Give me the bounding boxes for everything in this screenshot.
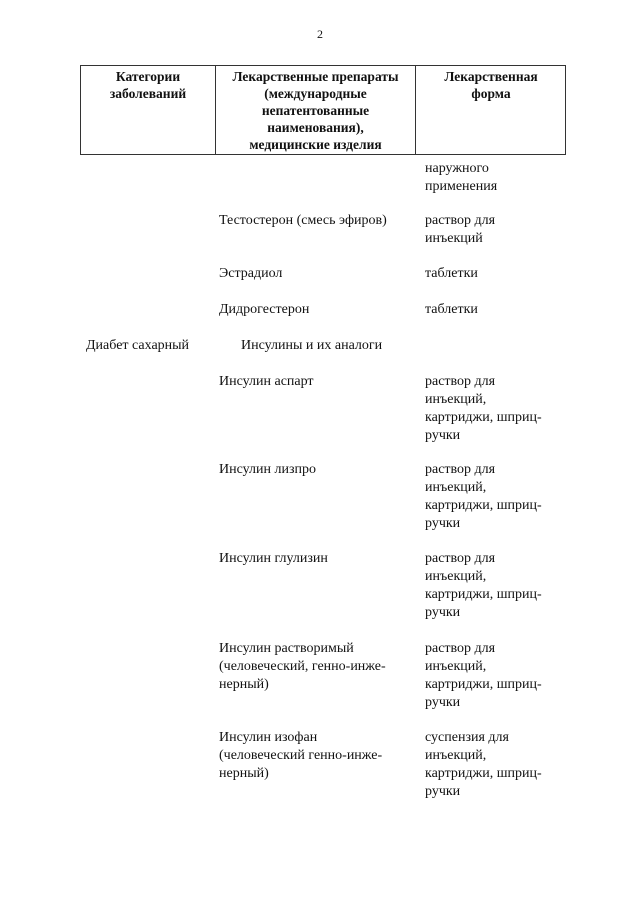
header-line: Категории bbox=[115, 69, 181, 84]
form-cell bbox=[425, 265, 478, 283]
drug-line: Инсулин изофан bbox=[219, 730, 318, 745]
form-cell bbox=[425, 729, 542, 801]
form-cell bbox=[425, 373, 542, 445]
form-cell bbox=[425, 301, 478, 319]
drug-cell bbox=[219, 373, 314, 391]
form-line: инъекций bbox=[425, 231, 483, 246]
form-line: раствор для bbox=[425, 641, 496, 656]
form-line: раствор для bbox=[425, 374, 496, 389]
drug-line: (человеческий, генно-инже- bbox=[219, 659, 386, 674]
drug-cell bbox=[219, 265, 282, 283]
form-line: применения bbox=[425, 179, 498, 194]
drug-line: нерный) bbox=[219, 677, 269, 692]
drug-line: Инсулин аспарт bbox=[219, 374, 314, 389]
table-header bbox=[80, 65, 566, 155]
header-form bbox=[416, 68, 566, 102]
drug-line: Инсулин растворимый bbox=[219, 641, 354, 656]
form-line: картриджи, шприц- bbox=[425, 677, 542, 692]
form-line: инъекций, bbox=[425, 748, 487, 763]
header-line: Лекарственные препараты bbox=[232, 69, 399, 84]
page-number: 2 bbox=[317, 27, 323, 41]
drug-line: Инсулины и их аналоги bbox=[241, 338, 383, 353]
header-line: медицинские изделия bbox=[249, 137, 382, 152]
form-cell bbox=[425, 212, 495, 248]
form-line: инъекций, bbox=[425, 480, 487, 495]
form-line: раствор для bbox=[425, 551, 496, 566]
drug-line: Эстрадиол bbox=[219, 266, 283, 281]
header-line: непатентованные bbox=[261, 103, 370, 118]
drug-cell bbox=[219, 729, 382, 783]
form-line: инъекций, bbox=[425, 569, 487, 584]
header-category bbox=[81, 68, 215, 102]
form-line: ручки bbox=[425, 605, 461, 620]
form-cell bbox=[425, 640, 542, 712]
drug-group-cell bbox=[241, 337, 382, 355]
form-line: ручки bbox=[425, 695, 461, 710]
header-line: наименования), bbox=[267, 120, 364, 135]
drug-line: Тестостерон (смесь эфиров) bbox=[219, 213, 387, 228]
form-cell bbox=[425, 461, 542, 533]
form-line: картриджи, шприц- bbox=[425, 766, 542, 781]
drug-line: Инсулин глулизин bbox=[219, 551, 328, 566]
drug-cell bbox=[219, 212, 387, 230]
drug-line: нерный) bbox=[219, 766, 269, 781]
form-cell bbox=[425, 160, 497, 196]
header-line: Лекарственная bbox=[444, 69, 538, 84]
form-line: наружного bbox=[425, 161, 489, 176]
form-line: суспензия для bbox=[425, 730, 509, 745]
form-line: раствор для bbox=[425, 462, 496, 477]
drug-cell bbox=[219, 550, 328, 568]
form-line: ручки bbox=[425, 516, 461, 531]
drug-line: (человеческий генно-инже- bbox=[219, 748, 383, 763]
form-line: таблетки bbox=[425, 302, 478, 317]
drug-line: Дидрогестерон bbox=[219, 302, 310, 317]
header-line: заболеваний bbox=[109, 86, 187, 101]
form-line: ручки bbox=[425, 784, 461, 799]
drug-line: Инсулин лизпро bbox=[219, 462, 316, 477]
form-line: картриджи, шприц- bbox=[425, 587, 542, 602]
category-cell: Диабет сахарный bbox=[86, 338, 190, 353]
form-line: картриджи, шприц- bbox=[425, 498, 542, 513]
form-line: таблетки bbox=[425, 266, 478, 281]
header-drugs bbox=[216, 68, 415, 153]
drug-cell bbox=[219, 301, 309, 319]
form-line: инъекций, bbox=[425, 392, 487, 407]
form-line: ручки bbox=[425, 428, 461, 443]
header-line: форма bbox=[471, 86, 511, 101]
drug-cell bbox=[219, 640, 386, 694]
form-cell bbox=[425, 550, 542, 622]
header-line: (международные bbox=[264, 86, 367, 101]
form-line: раствор для bbox=[425, 213, 496, 228]
form-line: картриджи, шприц- bbox=[425, 410, 542, 425]
form-line: инъекций, bbox=[425, 659, 487, 674]
drug-cell bbox=[219, 461, 316, 479]
